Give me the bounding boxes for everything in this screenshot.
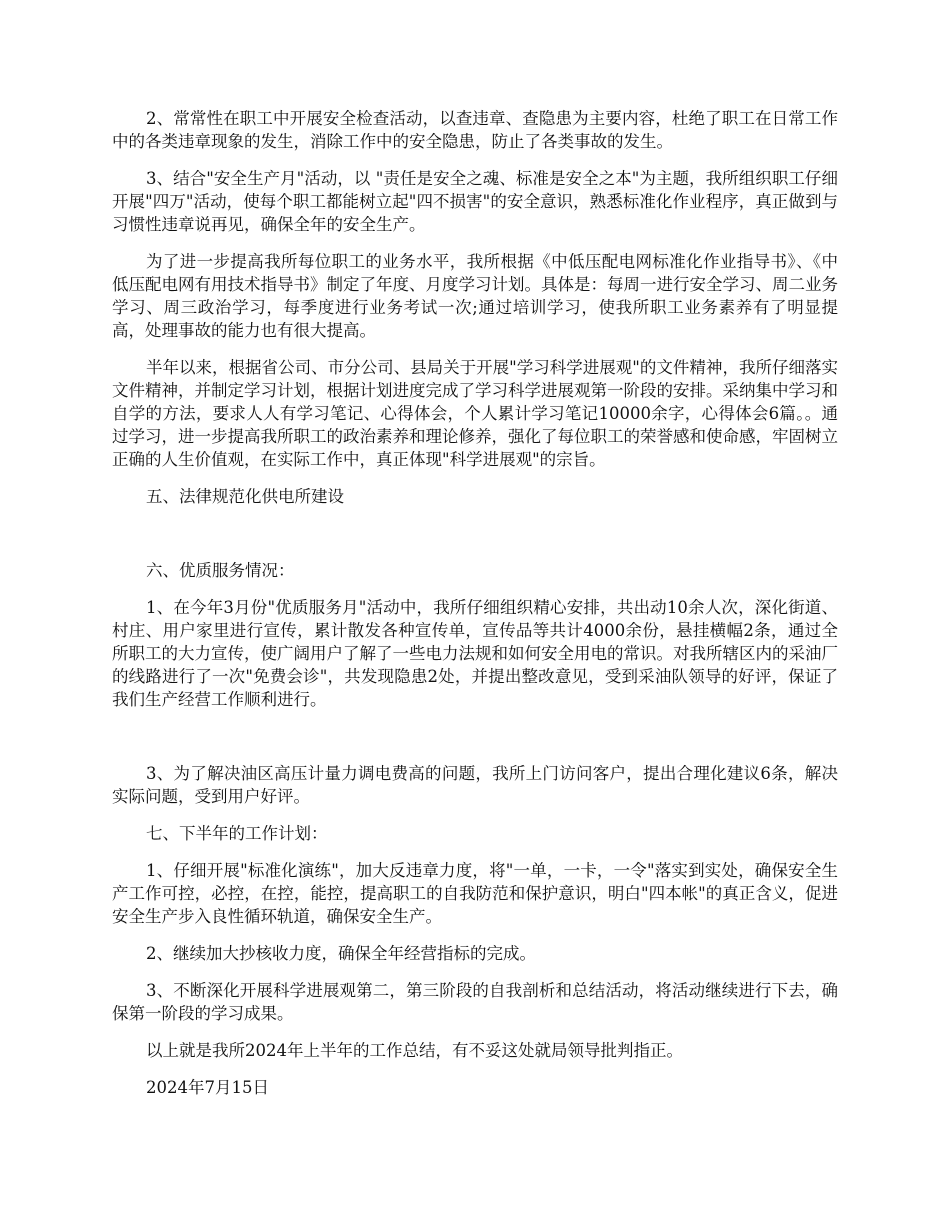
paragraph-plan-study: 3、不断深化开展科学进展观第二，第三阶段的自我剖析和总结活动，将活动继续进行下去，确保第一阶段的学习成果。	[112, 981, 838, 1023]
document-date: 2024年7月15日	[146, 1078, 269, 1097]
paragraph-safety-inspection: 2、常常性在职工中开展安全检查活动，以查违章、查隐患为主要内容，杜绝了职工在日常工作中的各类违章现象的发生，消除工作中的安全隐患，防止了各类事故的发生。	[112, 109, 838, 151]
paragraph-training: 为了进一步提高我所每位职工的业务水平，我所根据《中低压配电网标准化作业指导书》、《中低压配电网有用技术指导书》制定了年度、月度学习计划。具体是：每周一进行安全学习、周二业务学习、周三政治学习，每季度进行业务考试一次;通过培训学习，使我所职工业务素养有了明显提高，处理事故的能力也有很大提高。	[112, 252, 838, 340]
section-heading-legal: 五、法律规范化供电所建设	[146, 487, 344, 506]
section-heading-service: 六、优质服务情况：	[146, 561, 295, 580]
section-heading-plan: 七、下半年的工作计划：	[146, 824, 328, 843]
paragraph-service-month: 1、在今年3月份"优质服务月"活动中，我所仔细组织精心安排，共出动10余人次，深化街道、村庄、用户家里进行宣传，累计散发各种宣传单，宣传品等共计4000余份，悬挂横幅2条，通过全所职工的大力宣传，使广阔用户了解了一些电力法规和如何安全用电的常识。对我所辖区内的采油厂的线路进行了一次"免费会诊"，共发现隐患2处，并提出整改意见，受到采油队领导的好评，保证了我们生产经营工作顺利进行。	[112, 598, 838, 709]
paragraph-scientific-development: 半年以来，根据省公司、市分公司、县局关于开展"学习科学进展观"的文件精神，我所仔细落实文件精神，并制定学习计划，根据计划进度完成了学习科学进展观第一阶段的安排。采纳集中学习和自学的方法，要求人人有学习笔记、心得体会，个人累计学习笔记10000余字，心得体会6篇。。通过学习，进一步提高我所职工的政治素养和理论修养，强化了每位职工的荣誉感和使命感，牢固树立正确的人生价值观，在实际工作中，真正体现"科学进展观"的宗旨。	[112, 358, 838, 469]
paragraph-plan-collection: 2、继续加大抄核收力度，确保全年经营指标的完成。	[146, 944, 536, 963]
paragraph-safety-month: 3、结合"安全生产月"活动，以 "责任是安全之魂、标准是安全之本"为主题，我所组织职工仔细开展"四万"活动，使每个职工都能树立起"四不损害"的安全意识，熟悉标准化作业程序，真正做到与习惯性违章说再见，确保全年的安全生产。	[112, 169, 838, 234]
paragraph-closing: 以上就是我所2024年上半年的工作总结，有不妥这处就局领导批判指正。	[146, 1041, 683, 1060]
paragraph-oilfield-fees: 3、为了解决油区高压计量力调电费高的问题，我所上门访问客户，提出合理化建议6条，解决实际问题，受到用户好评。	[112, 764, 838, 806]
paragraph-plan-standardization: 1、仔细开展"标准化演练"，加大反违章力度，将"一单，一卡，一令"落实到实处，确保安全生产工作可控，必控，在控，能控，提高职工的自我防范和保护意识，明白"四本帐"的真正含义，促进安全生产步入良性循环轨道，确保安全生产。	[112, 861, 838, 926]
document-page	[112, 107, 838, 1113]
